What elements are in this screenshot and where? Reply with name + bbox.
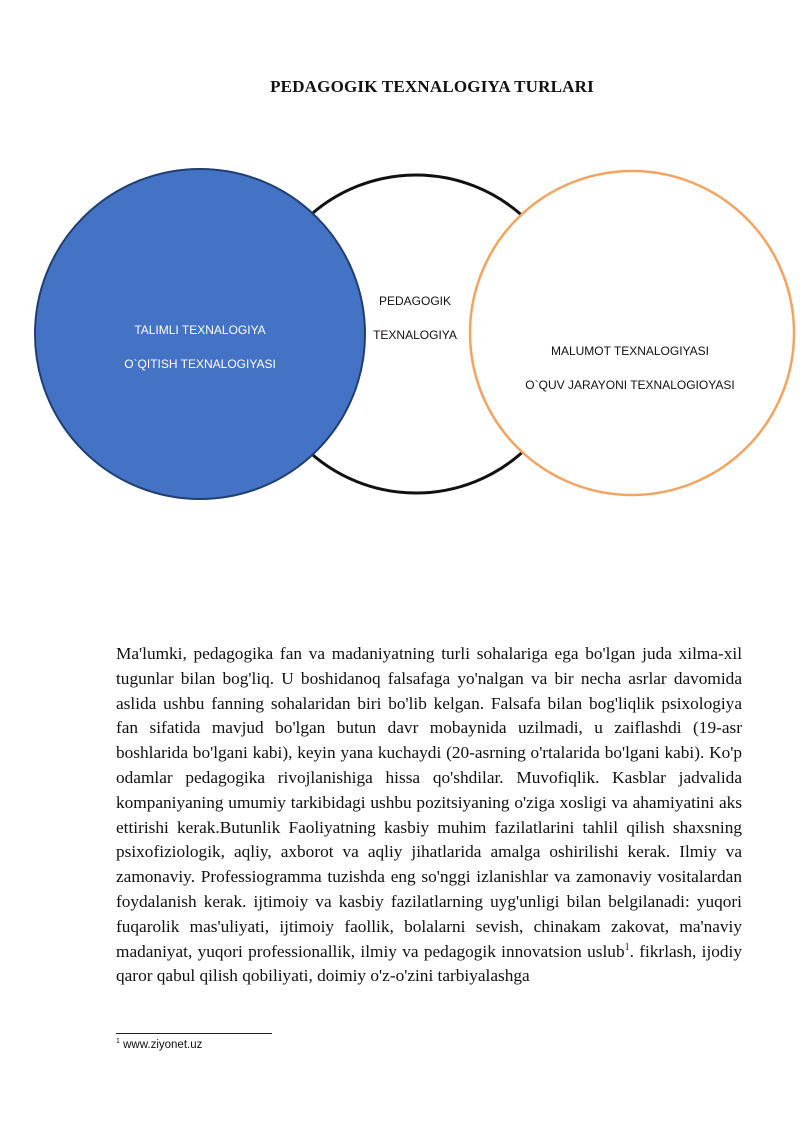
center-label-line1: PEDAGOGIK — [378, 294, 452, 308]
footnote-reference[interactable]: 1 — [624, 941, 630, 953]
left-label-line2: O`QITISH TEXNALOGIYASI — [124, 357, 276, 371]
footnote — [116, 1038, 202, 1051]
right-label-line1: MALUMOT TEXNALOGIYASI — [550, 344, 710, 358]
body-paragraph — [116, 642, 742, 989]
footnote-mark: 1 — [116, 1038, 120, 1045]
footnote-text[interactable]: www.ziyonet.uz — [119, 1038, 203, 1051]
page-title: PEDAGOGIK TEXNALOGIYA TURLARI — [270, 77, 594, 96]
body-text-tail: . fikrlash, ijodiy qaror qabul qilish qobiliyati, doimiy o'z-o'zini tarbiyalashga — [116, 941, 742, 986]
right-circle-label — [490, 334, 770, 402]
right-circle — [470, 171, 794, 495]
left-circle-label — [70, 313, 330, 381]
footnote-divider — [116, 1033, 272, 1034]
body-text-main: Ma'lumki, pedagogika fan va madaniyatning turli sohalariga ega bo'lgan juda xilma-xil tugunlar bilan bog'liq. U boshidanoq falsafaga yo'nalgan va bir necha asrlar davomida aslida ushbu fanning sohalaridan biri bo'lib kelgan. Falsafa bilan bog'liqlik psixologiya fan sifatida mavjud bo'lgan butun davr mobaynida uzilmadi, u zaiflashdi (19-asr boshlarida bo'lgani kabi), keyin yana kuchaydi (20-asrning o'rtalarida bo'lgani kabi). Ko'p odamlar pedagogika rivojlanishiga hissa qo'shdilar. Muvofiqlik. Kasblar jadvalida kompaniyaning umumiy tarkibidagi ushbu pozitsiyaning o'ziga xosligi va ahamiyatini aks ettirishi kerak.Butunlik Faoliyatning kasbiy muhim fazilatlarini tahlil qilish shaxsning psixofiziologik, aqliy, axborot va aqliy jihatlarida amalga oshirilishi kerak. Ilmiy va zamonaviy. Professiogramma tuzishda eng so'nggi izlanishlar va zamonaviy vositalardan foydalanish kerak. ijtimoiy va kasbiy fazilatlarning uyg'unligi bilan belgilanadi: yuqori fuqarolik mas'uliyati, ijtimoiy faollik, bolalarni sevish, chinakam zakovat, ma'naviy madaniyat, yuqori professionallik, ilmiy va pedagogik innovatsion uslub — [116, 644, 742, 961]
center-circle-label — [360, 284, 470, 352]
left-label-line1: TALIMLI TEXNALOGIYA — [134, 323, 266, 337]
right-label-line2: O`QUV JARAYONI TEXNALOGIOYASI — [525, 378, 735, 392]
center-label-line2: TEXNALOGIYA — [373, 328, 457, 342]
